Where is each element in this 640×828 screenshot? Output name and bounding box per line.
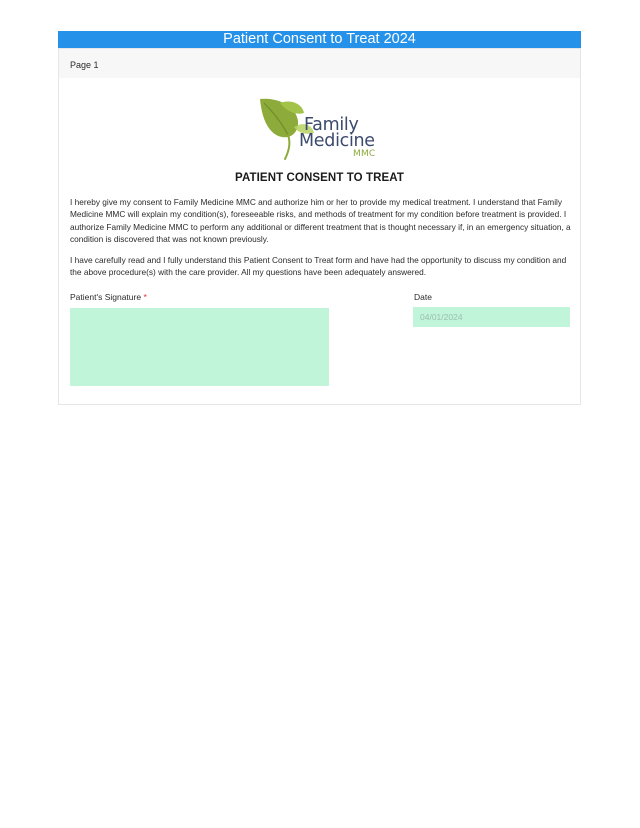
logo-text-medicine: Medicine xyxy=(299,131,375,151)
form-title: Patient Consent to Treat 2024 xyxy=(223,31,416,47)
signature-pad[interactable] xyxy=(70,308,329,386)
signature-label xyxy=(70,292,147,302)
logo-text-family: Family xyxy=(304,115,359,135)
consent-paragraph-2: I have carefully read and I fully understand this Patient Consent to Treat form and have had the opportunity to discuss my condition and the above procedure(s) with the care provider. All my questions have been adequately answered. xyxy=(70,255,567,278)
form-card xyxy=(58,48,581,405)
logo-text-mmc: MMC xyxy=(353,149,376,159)
date-input[interactable] xyxy=(413,307,570,327)
family-medicine-logo xyxy=(258,97,388,163)
page-header xyxy=(59,49,580,78)
date-label: Date xyxy=(414,292,432,302)
document-heading: PATIENT CONSENT TO TREAT xyxy=(235,172,404,184)
consent-paragraph-1: I hereby give my consent to Family Medicine MMC and authorize him or her to provide my medical treatment. I understand that Family Medicine MMC will explain my condition(s), foreseeable risks, and methods of treatment for my condition before treatment is provided. I authorize Family Medicine MMC to perform any additional or different treatment that is thought necessary if, in an emergency situation, a condition is discovered that was not known previously. xyxy=(70,197,571,245)
signature-label-text: Patient's Signature xyxy=(70,292,142,302)
page-label: Page 1 xyxy=(70,60,99,70)
required-marker: * xyxy=(143,292,147,302)
form-title-bar xyxy=(58,31,581,48)
